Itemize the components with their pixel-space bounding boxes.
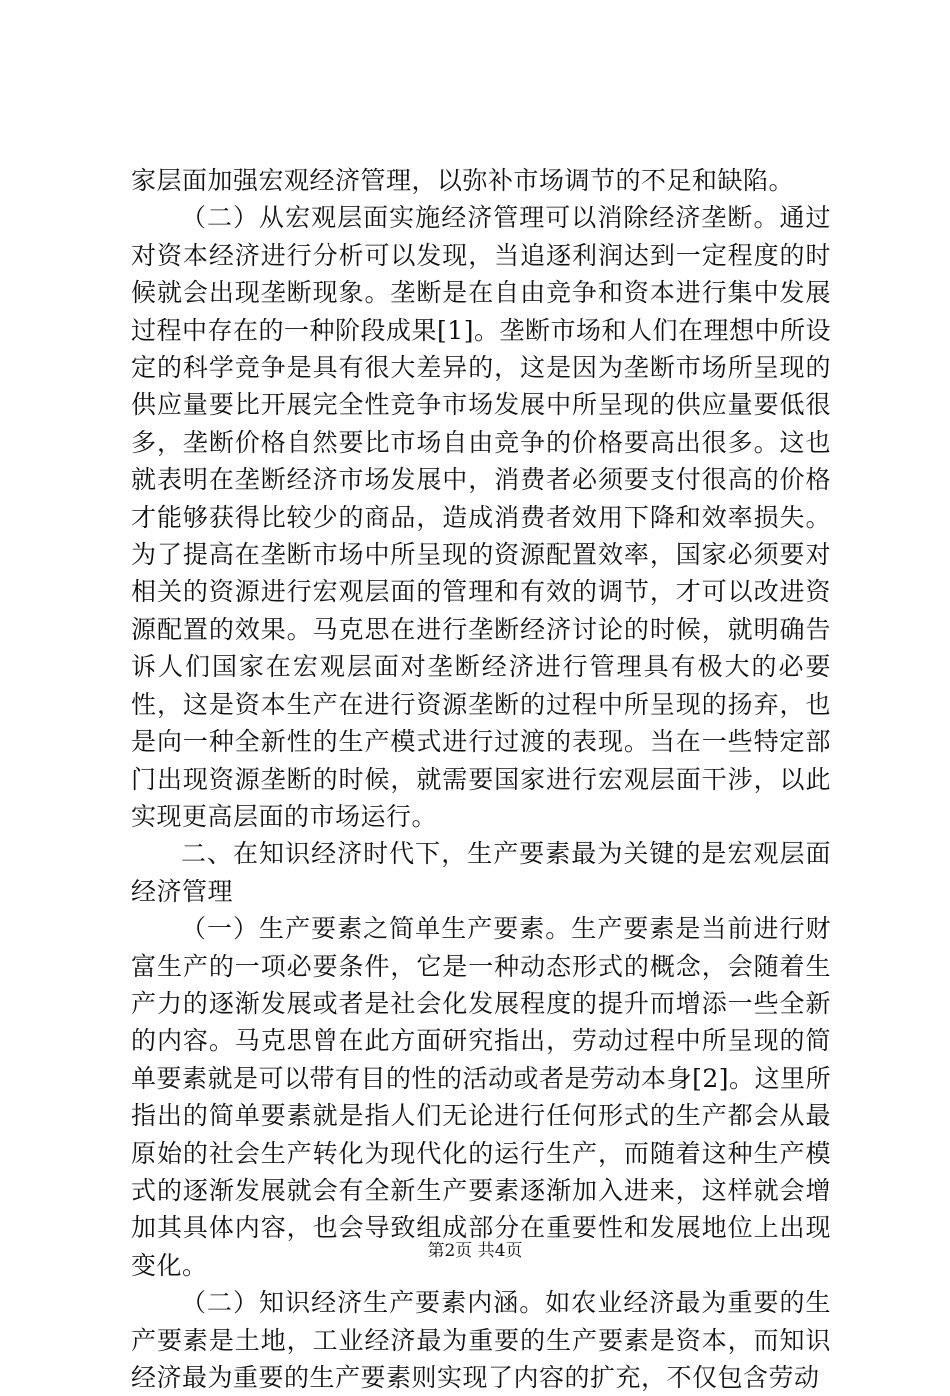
section-heading: 二、在知识经济时代下，生产要素最为关键的是宏观层面经济管理 — [131, 839, 831, 906]
paragraph: 家层面加强宏观经济管理，以弥补市场调节的不足和缺陷。 — [131, 166, 795, 195]
paragraph: （二）知识经济生产要素内涵。如农业经济最为重要的生产要素是土地，工业经济最为重要的生产要素是资本，而知识经济最为重要的生产要素则实现了内容的扩充，不仅包含劳动 — [131, 1288, 831, 1392]
paragraph: （一）生产要素之简单生产要素。生产要素是当前进行财富生产的一项必要条件，它是一种动态形式的概念，会随着生产力的逐渐发展或者是社会化发展程度的提升而增添一些全新的内容。马克思曾在此方面研究指出，劳动过程中所呈现的简单要素就是可以带有目的性的活动或者是劳动本身[2]。这里所指出的简单要素就是指人们无论进行任何形式的生产都会从最原始的社会生产转化为现代化的运行生产，而随着这种生产模式的逐渐发展就会有全新生产要素逐渐加入进来，这样就会增加其具体内容，也会导致组成部分在重要性和发展地位上出现变化。 — [131, 914, 831, 1280]
document-body — [131, 162, 831, 1396]
page-number: 第2页 共4页 — [427, 1241, 523, 1261]
paragraph: （二）从宏观层面实施经济管理可以消除经济垄断。通过对资本经济进行分析可以发现，当追逐利润达到一定程度的时候就会出现垄断现象。垄断是在自由竞争和资本进行集中发展过程中存在的一种阶段成果[1]。垄断市场和人们在理想中所设定的科学竞争是具有很大差异的，这是因为垄断市场所呈现的供应量要比开展完全性竞争市场发展中所呈现的供应量要低很多，垄断价格自然要比市场自由竞争的价格要高出很多。这也就表明在垄断经济市场发展中，消费者必须要支付很高的价格才能够获得比较少的商品，造成消费者效用下降和效率损失。为了提高在垄断市场中所呈现的资源配置效率，国家必须要对相关的资源进行宏观层面的管理和有效的调节，才可以改进资源配置的效果。马克思在进行垄断经济讨论的时候，就明确告诉人们国家在宏观层面对垄断经济进行管理具有极大的必要性，这是资本生产在进行资源垄断的过程中所呈现的扬弃，也是向一种全新性的生产模式进行过渡的表现。当在一些特定部门出现资源垄断的时候，就需要国家进行宏观层面干涉，以此实现更高层面的市场运行。 — [131, 203, 831, 831]
